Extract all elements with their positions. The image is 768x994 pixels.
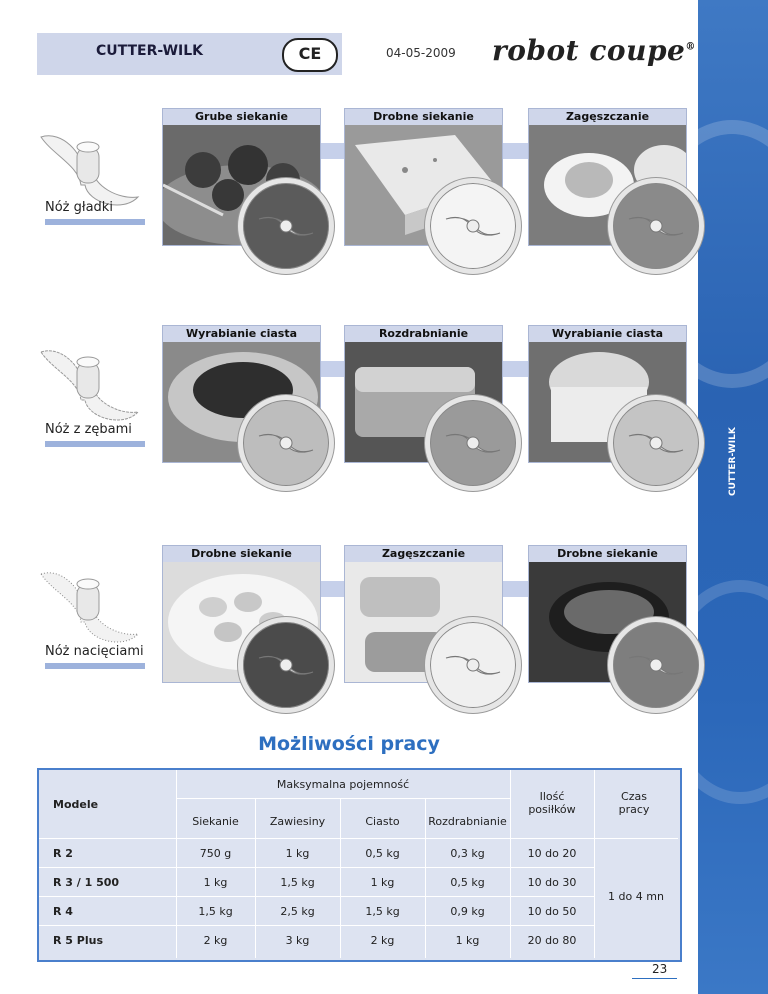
panel-title: Drobne siekanie: [344, 108, 503, 126]
table-row-model: R 4: [53, 905, 73, 918]
table-cell: 2 kg: [370, 934, 395, 947]
table-cell-time: 1 do 4 mn: [608, 890, 664, 903]
table-cell: 750 g: [199, 847, 232, 860]
bowl-result-icon: [608, 395, 704, 491]
header-sub: Zawiesiny: [269, 815, 326, 828]
panel-title: Wyrabianie ciasta: [528, 325, 687, 343]
header-sub: Ciasto: [365, 815, 400, 828]
panel-title: Drobne siekanie: [162, 545, 321, 563]
table-cell: 3 kg: [285, 934, 310, 947]
bowl-result-icon: [238, 178, 334, 274]
table-divider: [39, 867, 594, 868]
capacity-table: [37, 768, 682, 962]
header-time: Czas pracy: [618, 790, 650, 816]
bowl-result-icon: [608, 178, 704, 274]
blade-in-bowl-icon: [444, 652, 502, 678]
serrated-blade-icon: [33, 340, 143, 430]
section-title: Możliwości pracy: [258, 733, 440, 755]
blade-label: Nóż z zębami: [45, 422, 132, 437]
header-date: 04-05-2009: [386, 46, 456, 60]
table-divider: [39, 896, 594, 897]
table-divider: [176, 798, 510, 799]
header-max-capacity: Maksymalna pojemność: [276, 778, 410, 791]
table-cell: 1 kg: [285, 847, 310, 860]
bowl-result-icon: [425, 178, 521, 274]
table-cell: 1,5 kg: [280, 876, 315, 889]
header-meals: Ilość posiłków: [528, 790, 576, 816]
blade-label-bar: [45, 441, 145, 447]
panel-title: Zagęszczanie: [344, 545, 503, 563]
blade-in-bowl-icon: [627, 652, 685, 678]
table-cell: 1,5 kg: [365, 905, 400, 918]
blade-in-bowl-icon: [627, 430, 685, 456]
brand-name: robot coupe: [492, 34, 686, 67]
table-cell: 0,9 kg: [450, 905, 485, 918]
blade-in-bowl-icon: [444, 430, 502, 456]
header-sub: Rozdrabnianie: [428, 815, 507, 828]
bowl-result-icon: [238, 395, 334, 491]
table-cell: 0,3 kg: [450, 847, 485, 860]
bowl-result-icon: [425, 395, 521, 491]
blade-in-bowl-icon: [257, 213, 315, 239]
table-cell: 10 do 30: [527, 876, 577, 889]
header-sub: Siekanie: [192, 815, 239, 828]
bowl-result-icon: [608, 617, 704, 713]
blade-in-bowl-icon: [257, 430, 315, 456]
panel-title: Rozdrabnianie: [344, 325, 503, 343]
blade-label-bar: [45, 663, 145, 669]
blade-label: Nóż nacięciami: [45, 644, 144, 659]
table-divider: [594, 770, 595, 958]
bowl-result-icon: [238, 617, 334, 713]
blade-label-bar: [45, 219, 145, 225]
table-cell: 2,5 kg: [280, 905, 315, 918]
panel-title: Zagęszczanie: [528, 108, 687, 126]
table-cell: 1 kg: [455, 934, 480, 947]
sidebar-band: [698, 0, 768, 994]
table-row-model: R 3 / 1 500: [53, 876, 120, 889]
blade-in-bowl-icon: [627, 213, 685, 239]
blade-in-bowl-icon: [257, 652, 315, 678]
panel-title: Drobne siekanie: [528, 545, 687, 563]
header-title: CUTTER-WILK: [95, 43, 203, 59]
blade-label: Nóż gładki: [45, 200, 113, 215]
panel-title: Grube siekanie: [162, 108, 321, 126]
table-cell: 1 kg: [370, 876, 395, 889]
ce-mark-icon: CE: [282, 38, 338, 72]
page-number-underline: [632, 978, 677, 979]
table-row-model: R 2: [53, 847, 73, 860]
header-box: [37, 33, 342, 75]
table-cell: 1,5 kg: [198, 905, 233, 918]
brand-registered: ®: [685, 41, 696, 53]
header-models: Modele: [53, 798, 99, 811]
table-divider: [39, 925, 594, 926]
table-cell: 10 do 20: [527, 847, 577, 860]
sidebar-label: CUTTER-WILK: [728, 427, 738, 496]
table-cell: 1 kg: [203, 876, 228, 889]
panel-title: Wyrabianie ciasta: [162, 325, 321, 343]
table-cell: 0,5 kg: [365, 847, 400, 860]
table-row-model: R 5 Plus: [53, 934, 103, 947]
table-cell: 2 kg: [203, 934, 228, 947]
brand-logo: [492, 34, 696, 67]
page-number: 23: [652, 962, 668, 976]
table-cell: 10 do 50: [527, 905, 577, 918]
notched-blade-icon: [33, 562, 143, 652]
table-cell: 20 do 80: [527, 934, 577, 947]
table-divider: [39, 838, 678, 839]
blade-in-bowl-icon: [444, 213, 502, 239]
table-cell: 0,5 kg: [450, 876, 485, 889]
table-divider: [510, 770, 511, 958]
bowl-result-icon: [425, 617, 521, 713]
